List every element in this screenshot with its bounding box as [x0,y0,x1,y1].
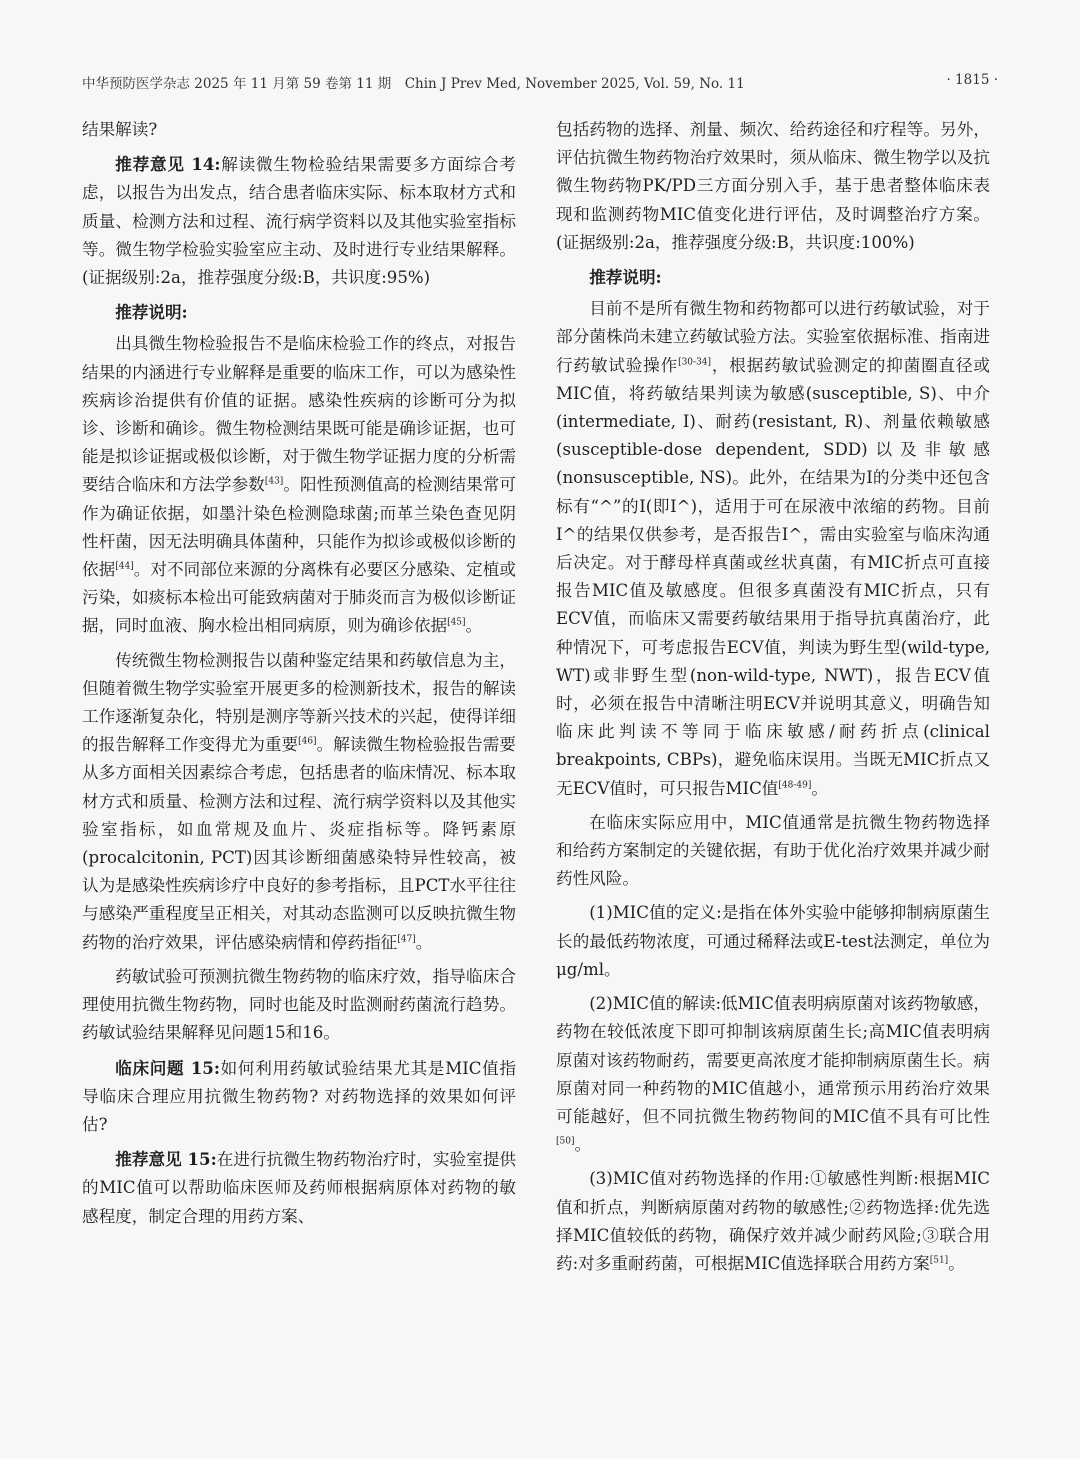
paragraph [556,990,990,1159]
recommendation-text: 解读微生物检验结果需要多方面综合考虑，以报告为出发点，结合患者临床实际、标本取材方式和质量、检测方法和过程、流行病学资料以及其他实验室指标等。微生物学检验实验室应主动、及时进行专业结果解释。(证据级别:2a，推荐强度分级:B，共识度:95%) [82,155,516,288]
text-run: 。 [948,1253,965,1273]
question-label: 临床问题 15: [115,1057,220,1078]
running-header [82,72,998,96]
text-run: 传统微生物检测报告以菌种鉴定结果和药敏信息为主，但随着微生物学实验室开展更多的检测新技术，报告的解读工作逐渐复杂化，特别是测序等新兴技术的兴起，使得详细的报告解释工作变得尤为重要 [82,650,516,755]
paragraph: 包括药物的选择、剂量、频次、给药途径和疗程等。另外，评估抗微生物药物治疗效果时，须从临床、微生物学以及抗微生物药物PK/PD三方面分别入手，基于患者整体临床表现和监测药物MIC值变化进行评估，及时调整治疗方案。(证据级别:2a，推荐强度分级:B，共识度:100%) [556,120,990,252]
citation-ref: [51] [929,1255,949,1266]
right-column [556,116,990,1284]
citation-ref: [50] [556,1136,575,1147]
text-run: 。 [465,616,483,636]
paragraph: 结果解读? [82,120,158,139]
text-run: 出具微生物检验报告不是临床检验工作的终点，对报告结果的内涵进行专业解释是重要的临床工作，可以为感染性疾病诊治提供有价值的证据。感染性疾病的诊断可分为拟诊、诊断和确诊。微生物检测结果既可能是确诊证据，也可能是拟诊证据或极似诊断，对于微生物学证据力度的分析需要结合临床和方法学参数 [82,334,516,495]
paragraph: 在临床实际应用中，MIC值通常是抗微生物药物选择和给药方案制定的关键依据，有助于优化治疗效果并减少耐药性风险。 [556,812,990,889]
recommendation-text: 在进行抗微生物药物治疗时，实验室提供的MIC值可以帮助临床医师及药师根据病原体对药物的敏感程度，制定合理的用药方案、 [82,1150,517,1226]
text-run: (2)MIC值的解读:低MIC值表明病原菌对该药物敏感，药物在较低浓度下即可抑制该病原菌生长;高MIC值表明病原菌对该药物耐药，需要更高浓度才能抑制病原菌生长。病原菌对同一种药物的MIC值越小，通常预示用药治疗效果可能越好，但不同抗微生物药物间的MIC值不具有可比性 [556,994,990,1126]
recommendation-label: 推荐意见 14: [115,154,221,175]
text-run: 目前不是所有微生物和药物都可以进行药敏试验，对于部分菌株尚未建立药敏试验方法。实验室依据标准、指南进行药敏试验操作 [556,299,990,375]
citation-ref: [44] [115,561,134,572]
recommendation-label: 推荐意见 15: [115,1149,217,1170]
citation-ref: [47] [397,934,416,945]
question-text: 如何利用药敏试验结果尤其是MIC值指导临床合理应用抗微生物药物? 对药物选择的效果如何评估? [82,1058,516,1134]
section-heading: 推荐说明: [589,267,662,288]
paragraph [556,1165,990,1278]
text-run: 。解读微生物检验报告需要从多方面相关因素综合考虑，包括患者的临床情况、标本取材方式和质量、检测方法和过程、流行病学资料以及其他实验室指标，如血常规及血片、炎症指标等。降钙素原(procalcitonin, PCT)因其诊断细菌感染特异性较高，被认为是感染性疾病诊疗中良好的参考指标，且PCT水平往往与感染严重程度呈正相关，对其动态监测可以反映抗微生物药物的治疗效果，评估感染病情和停药指征 [82,735,517,952]
paragraph: (1)MIC值的定义:是指在体外实验中能够抑制病原菌生长的最低药物浓度，可通过稀释法或E-test法测定，单位为μg/ml。 [556,903,990,979]
citation-ref: [45] [447,617,466,628]
text-run: 。 [574,1135,592,1155]
citation-ref: [30-34] [678,357,712,368]
citation-ref: [48-49] [778,780,812,791]
paragraph [82,647,516,957]
citation-ref: [46] [298,736,317,747]
recommendation-15 [82,1145,516,1231]
paragraph: 药敏试验可预测抗微生物药物的临床疗效，指导临床合理使用抗微生物药物，同时也能及时监测耐药菌流行趋势。药敏试验结果解释见问题15和16。 [82,966,516,1043]
text-run: 。阳性预测值高的检测结果常可作为确证依据，如墨汁染色检测隐球菌;而革兰染色查见阴性杆菌，因无法明确具体菌种，只能作为拟诊或极似诊断的依据 [82,475,517,580]
paragraph [556,295,990,803]
text-run: ，根据药敏试验测定的抑菌圈直径或MIC值，将药敏结果判读为敏感(susceptible, S)、中介(intermediate, I)、耐药(resistant, R)、剂量依赖敏感(susceptible-dose dependent, SDD)以及非敏感(nonsusceptible, NS)。此外，在结果为I的分类中还包含标有“^”的I(即I^)，适用于可在尿液中浓缩的药物。目前I^的结果仅供参考，是否报告I^，需由实验室与临床沟通后决定。对于酵母样真菌或丝状真菌，有MIC折点可直接报告MIC值及敏感度。但很多真菌没有MIC折点，只有ECV值，而临床又需要药敏结果用于指导抗真菌治疗，此种情况下，可考虑报告ECV值，判读为野生型(wild-type, WT)或非野生型(non-wild-type, NWT)，报告ECV值时，必须在报告中清晰注明ECV并说明其意义，明确告知临床此判读不等同于临床敏感/耐药折点(clinical breakpoints, CBPs)，避免临床误用。当既无MIC折点又无ECV值时，可只报告MIC值 [556,355,991,798]
text-run: 。 [415,932,433,952]
text-run: 。 [811,778,828,798]
page-number: · 1815 · [946,72,998,88]
text-run: (3)MIC值对药物选择的作用:①敏感性判断:根据MIC值和折点，判断病原菌对药物的敏感性;②药物选择:优先选择MIC值较低的药物，确保疗效并减少耐药风险;③联合用药:对多重耐药菌，可根据MIC值选择联合用药方案 [556,1169,990,1273]
paragraph [82,330,516,640]
journal-citation: 中华预防医学杂志 2025 年 11 月第 59 卷第 11 期 Chin J Prev Med, November 2025, Vol. 59, No. 11 [82,76,745,92]
citation-ref: [43] [264,476,284,487]
recommendation-14 [82,150,516,292]
text-run: 。对不同部位来源的分离株有必要区分感染、定植或污染，如痰标本检出可能致病菌对于肺炎而言为极似诊断证据，同时血液、胸水检出相同病原，则为确诊依据 [82,560,517,636]
section-heading: 推荐说明: [115,302,188,323]
clinical-question-15 [82,1054,516,1140]
left-column [82,116,516,1237]
